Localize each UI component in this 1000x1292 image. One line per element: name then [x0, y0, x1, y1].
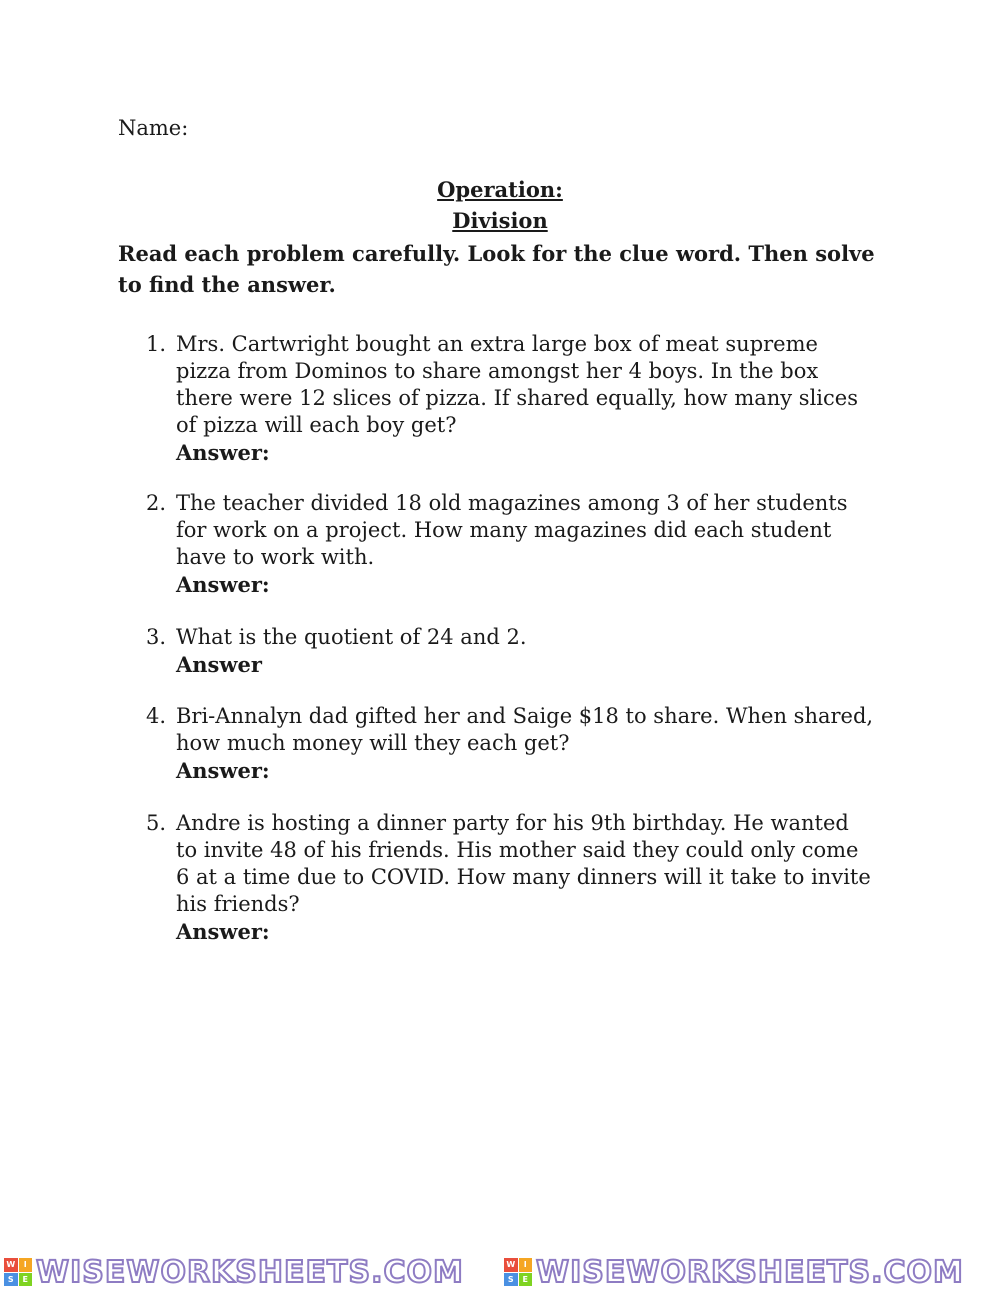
- answer-label: Answer:: [176, 758, 270, 783]
- footer-watermark: [0, 1252, 1000, 1292]
- problem-text: The teacher divided 18 old magazines among 3 of her students for work on a project. How many magazines did each student have to work with.: [176, 491, 848, 569]
- operation-heading: Operation:: [437, 177, 563, 202]
- problem-number: 5.: [146, 811, 167, 835]
- problem-text: What is the quotient of 24 and 2.: [176, 625, 527, 649]
- logo-letter: E: [19, 1273, 33, 1287]
- answer-label: Answer:: [176, 572, 270, 597]
- brand-text: [36, 1255, 464, 1290]
- problem-item: [146, 703, 876, 784]
- logo-letter: W: [4, 1258, 18, 1272]
- problem-text: Mrs. Cartwright bought an extra large box of meat supreme pizza from Dominos to share amongst her 4 boys. In the box there were 12 slices of pizza. If shared equally, how many slices of pizza will each boy get?: [176, 332, 858, 437]
- brand-text: [536, 1255, 964, 1290]
- division-heading: Division: [452, 208, 548, 233]
- logo-letter: S: [4, 1273, 18, 1287]
- answer-label: Answer:: [176, 919, 270, 944]
- footer-brand-unit: [0, 1252, 500, 1292]
- problem-number: 3.: [146, 625, 167, 649]
- name-label: Name:: [118, 116, 189, 140]
- answer-label: Answer: [176, 652, 262, 677]
- problem-item: [146, 490, 876, 598]
- instructions: Read each problem carefully. Look for the clue word. Then solve to find the answer.: [118, 241, 875, 297]
- footer-brand-unit: [500, 1252, 1000, 1292]
- problem-text: Andre is hosting a dinner party for his 9th birthday. He wanted to invite 48 of his friends. His mother said they could only come 6 at a time due to COVID. How many dinners will it take to invite his friends?: [176, 811, 871, 916]
- logo-letter: I: [19, 1258, 33, 1272]
- problem-item: [146, 810, 876, 945]
- problem-item: [146, 624, 876, 678]
- brand-name: WISEWORKSHEETS.COM: [36, 1254, 464, 1290]
- problem-number: 1.: [146, 332, 167, 356]
- problem-item: [146, 331, 876, 466]
- logo-letter: W: [504, 1258, 518, 1272]
- brand-name: WISEWORKSHEETS.COM: [536, 1254, 964, 1290]
- answer-label: Answer:: [176, 440, 270, 465]
- problem-number: 4.: [146, 704, 167, 728]
- logo-letter: E: [519, 1273, 533, 1287]
- logo-letter: I: [519, 1258, 533, 1272]
- logo-letter: S: [504, 1273, 518, 1287]
- problem-text: Bri-Annalyn dad gifted her and Saige $18 to share. When shared, how much money will they each get?: [176, 704, 874, 755]
- brand-logo-icon: [504, 1258, 532, 1286]
- brand-logo-icon: [4, 1258, 32, 1286]
- problem-number: 2.: [146, 491, 167, 515]
